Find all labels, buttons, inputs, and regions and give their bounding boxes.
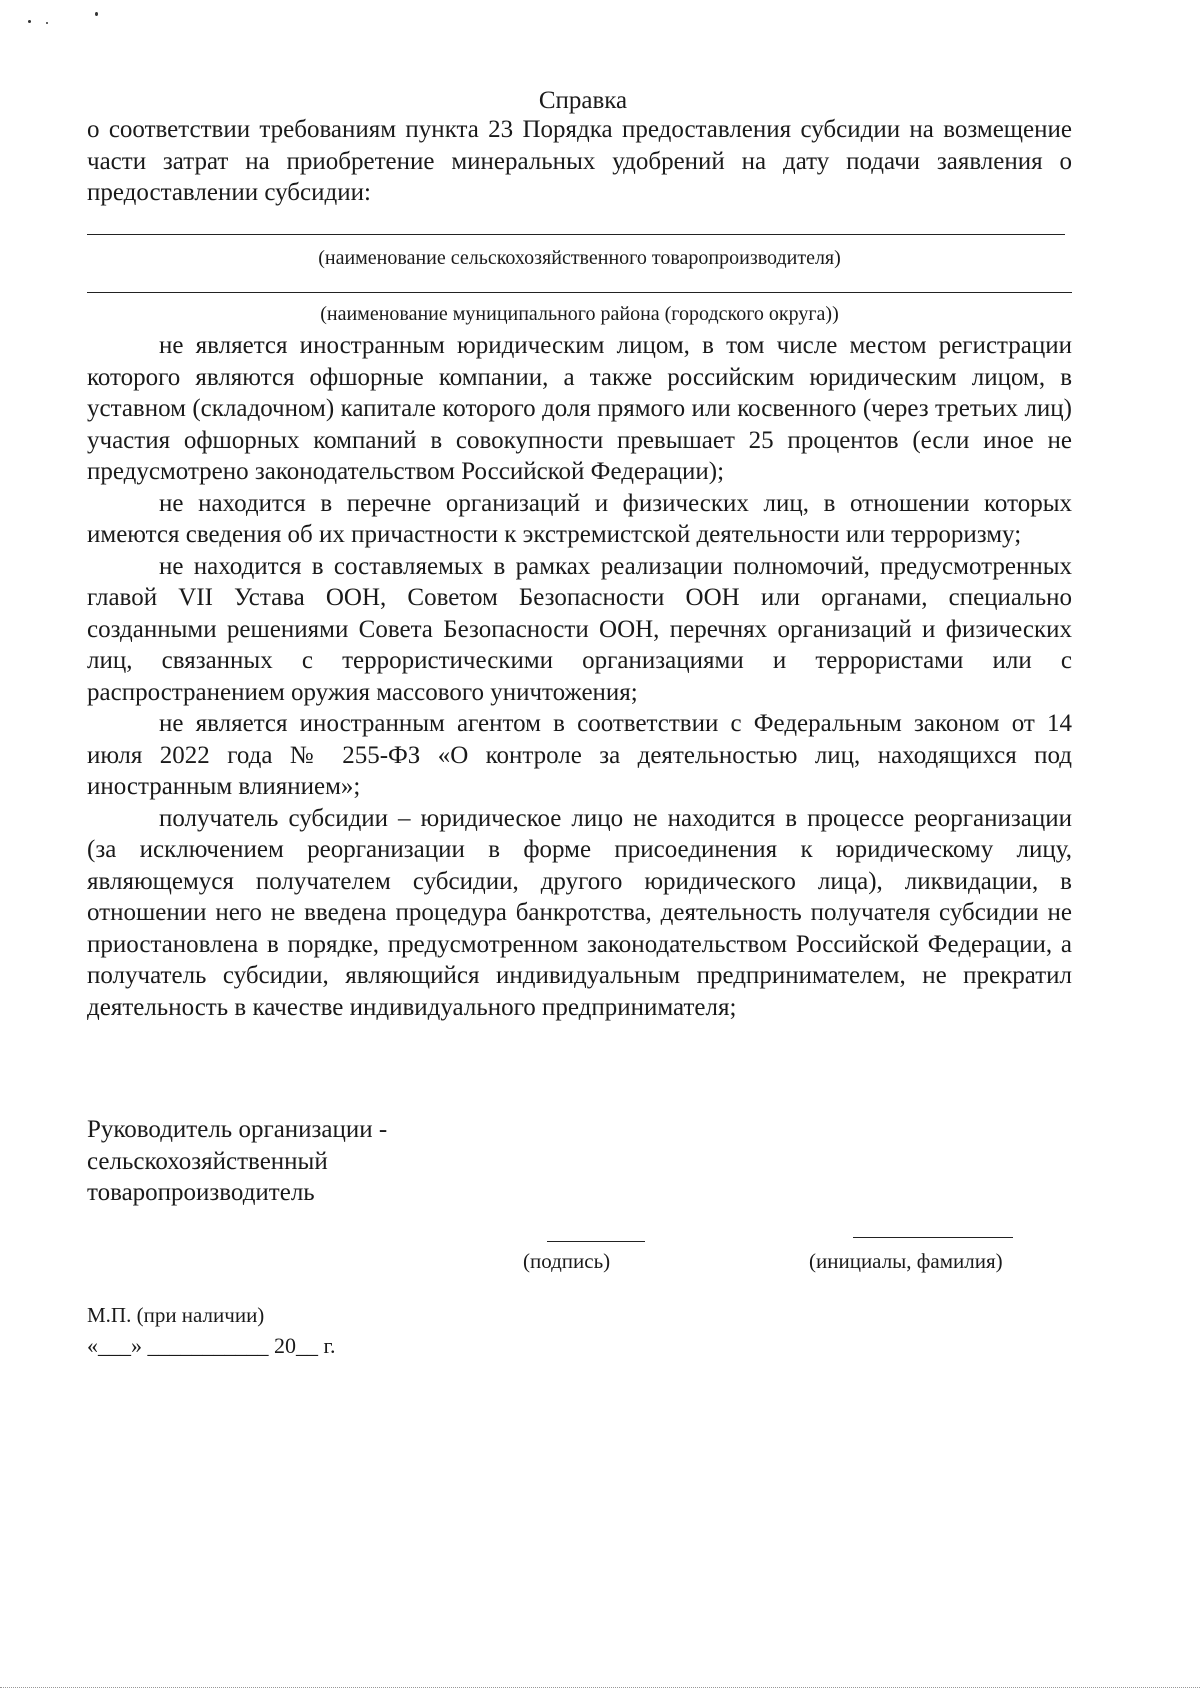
name-caption: (инициалы, фамилия) [809, 1249, 1003, 1273]
document-subtitle: о соответствии требованиям пункта 23 Порядка предоставления субсидии на возмещение части затрат на приобретение минеральных удобрений на дату подачи заявления о предоставлении субсидии: [87, 116, 1072, 206]
scan-speck [95, 12, 98, 16]
requirement-paragraph: не находится в составляемых в рамках реализации полномочий, предусмотренных главой VII Устава ООН, Советом Безопасности ООН или органами, специально созданными решениями Совета Безопасности ООН, перечнях организаций и физических лиц, связанных с террористическими организациями и террористами или с распространением оружия массового уничтожения; [87, 552, 1072, 706]
signature-line [547, 1241, 645, 1242]
requirement-paragraph: не является иностранным агентом в соответствии с Федеральным законом от 14 июля 2022 года № 255-ФЗ «О контроле за деятельностью лиц, находящихся под иностранным влиянием»; [87, 710, 1072, 800]
name-line [853, 1237, 1013, 1238]
stamp-note: М.П. (при наличии) [87, 1303, 265, 1327]
district-name-caption: (наименование муниципального района (городского округа)) [320, 303, 839, 325]
district-name-line [87, 292, 1072, 293]
producer-name-line [87, 234, 1065, 235]
scan-edge [0, 1687, 1200, 1688]
signature-caption: (подпись) [523, 1249, 611, 1273]
signatory-role-line: сельскохозяйственный [87, 1147, 328, 1175]
scan-speck [46, 22, 48, 24]
producer-name-caption: (наименование сельскохозяйственного товаропроизводителя) [318, 247, 841, 269]
requirement-paragraph: не является иностранным юридическим лицом, в том числе местом регистрации которого являются офшорные компании, а также российским юридическим лицом, в уставном (складочном) капитале которого доля прямого или косвенного (через третьих лиц) участия офшорных компаний в совокупности превышает 25 процентов (если иное не предусмотрено законодательством Российской Федерации); [87, 332, 1072, 485]
document-title: Справка [538, 87, 628, 114]
signatory-role-line: Руководитель организации - [87, 1116, 388, 1143]
signatory-role [87, 1114, 587, 1209]
scan-speck [28, 20, 31, 23]
date-field: «___» ___________ 20__ г. [87, 1333, 336, 1358]
requirement-paragraph: не находится в перечне организаций и физических лиц, в отношении которых имеются сведения об их причастности к экстремистской деятельности или терроризму; [87, 489, 1072, 548]
requirements-list [87, 330, 1072, 1023]
signatory-role-line: товаропроизводитель [87, 1179, 315, 1206]
requirement-paragraph: получатель субсидии – юридическое лицо не находится в процессе реорганизации (за исключением реорганизации в форме присоединения к юридическому лицу, являющемуся получателем субсидии, другого юридического лица), ликвидации, в отношении него не введена процедура банкротства, деятельность получателя субсидии не приостановлена в порядке, предусмотренном законодательством Российской Федерации, а получатель субсидии, являющийся индивидуальным предпринимателем, не прекратил деятельность в качестве индивидуального предпринимателя; [87, 804, 1072, 1021]
